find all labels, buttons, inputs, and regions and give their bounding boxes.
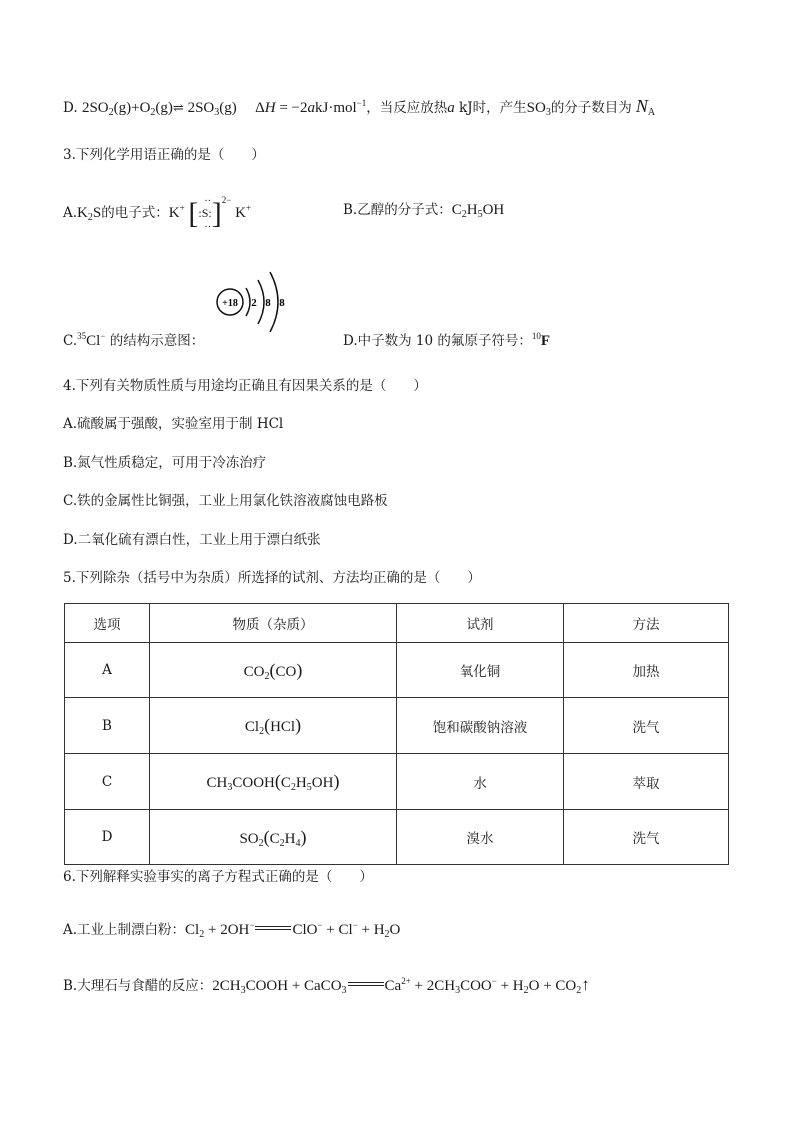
shell-arc-3 <box>270 272 278 332</box>
table-row: B $Cl_2(HCl)$ 饱和碳酸钠溶液 洗气 <box>65 698 729 754</box>
atomic-structure-diagram <box>210 268 295 336</box>
equation-b: $2CH_3COOH$ + CaCO$_3$ $Ca^{2+} + 2CH_3COO^- + H_2O$ + $CO_2↑$ <box>212 975 590 996</box>
shell-electrons-1: 2 <box>251 297 257 309</box>
q3-option-b: B.乙醇的分子式：$C_2H_5OH$ <box>343 202 505 220</box>
table-row: C $CH_3COOH(C_2H_5OH)$ 水 萃取 <box>65 754 729 810</box>
q6-stem: 6.下列解释实验事实的离子方程式正确的是（ ） <box>63 869 373 885</box>
q3-option-a: $A.K_2S$的电子式：K+ [ ·· :S: ·· ]$^{2-}$ K+ <box>63 195 251 233</box>
q4-option-b: B.氮气性质稳定，可用于冷冻治疗 <box>63 455 267 471</box>
q2-option-d: D. $2SO_2(g)+O_2(g)\rightleftharpoons$ $2SO_3(g) \Delta H = -2akJ\cdot mol^{-1}$，当反应放热a kJ时，产生$SO_3$的分子数目为 $N_A$ <box>63 96 656 118</box>
header-option: 选项 <box>65 604 150 643</box>
purification-table <box>64 603 729 865</box>
electron-formula: K+ [ ·· :S: ·· ]$^{2-}$ K+ <box>168 195 251 233</box>
header-substance: 物质（杂质） <box>150 604 397 643</box>
table-row: D $SO_2(C_2H_4)$ 溴水 洗气 <box>65 810 729 865</box>
equation-a: $Cl_2 + 2OH^-$ $ClO^- + Cl^- + H_2O$ <box>185 920 401 940</box>
q6-option-a: A.工业上制漂白粉：$Cl_2 + 2OH^-$ $ClO^- + Cl^- + H_2O$ <box>63 920 401 940</box>
shell-electrons-3: 8 <box>279 297 285 309</box>
q3-option-c: C.$^{35}$Cl− 的结构示意图： <box>63 331 205 349</box>
q4-option-a: A.硫酸属于强酸，实验室用于制 HCl <box>63 416 284 432</box>
q4-option-d: D.二氧化硫有漂白性，工业上用于漂白纸张 <box>63 532 321 548</box>
substance-cell: $CO_2(CO)$ <box>150 643 397 698</box>
delta-h: ΔH = −2akJ·mol$^{-1}$ <box>255 98 367 116</box>
shell-electrons-2: 8 <box>265 297 271 309</box>
q3-stem: 3.下列化学用语正确的是（ ） <box>63 147 265 163</box>
q3-option-d: D.中子数为 10 的氟原子符号：$^{10}$F <box>343 331 551 349</box>
equation: $2SO_2(g)+O_2(g)\rightleftharpoons$ $2SO_3(g)$ <box>81 100 237 118</box>
shell-arc-1 <box>246 288 250 316</box>
q4-stem: 4.下列有关物质性质与用途均正确且有因果关系的是（ ） <box>63 378 427 394</box>
q4-option-c: C.铁的金属性比铜强，工业上用氯化铁溶液腐蚀电路板 <box>63 493 388 509</box>
shell-arc-2 <box>258 280 264 324</box>
table-header-row <box>65 604 729 643</box>
substance-cell: $SO_2(C_2H_4)$ <box>150 810 397 865</box>
header-method: 方法 <box>564 604 729 643</box>
table-row: A $CO_2(CO)$ 氧化铜 加热 <box>65 643 729 698</box>
header-reagent: 试剂 <box>397 604 564 643</box>
q6-option-b: B.大理石与食醋的反应：$2CH_3COOH$ + CaCO$_3$ $Ca^{2+} + 2CH_3COO^- + H_2O$ + $CO_2↑$ <box>63 975 590 996</box>
substance-cell: $CH_3COOH(C_2H_5OH)$ <box>150 754 397 810</box>
substance-cell: $Cl_2(HCl)$ <box>150 698 397 754</box>
q5-stem: 5.下列除杂（括号中为杂质）所选择的试剂、方法均正确的是（ ） <box>63 570 481 586</box>
ethanol-formula: $C_2H_5OH$ <box>451 202 505 220</box>
nucleus-charge: +18 <box>222 298 238 309</box>
